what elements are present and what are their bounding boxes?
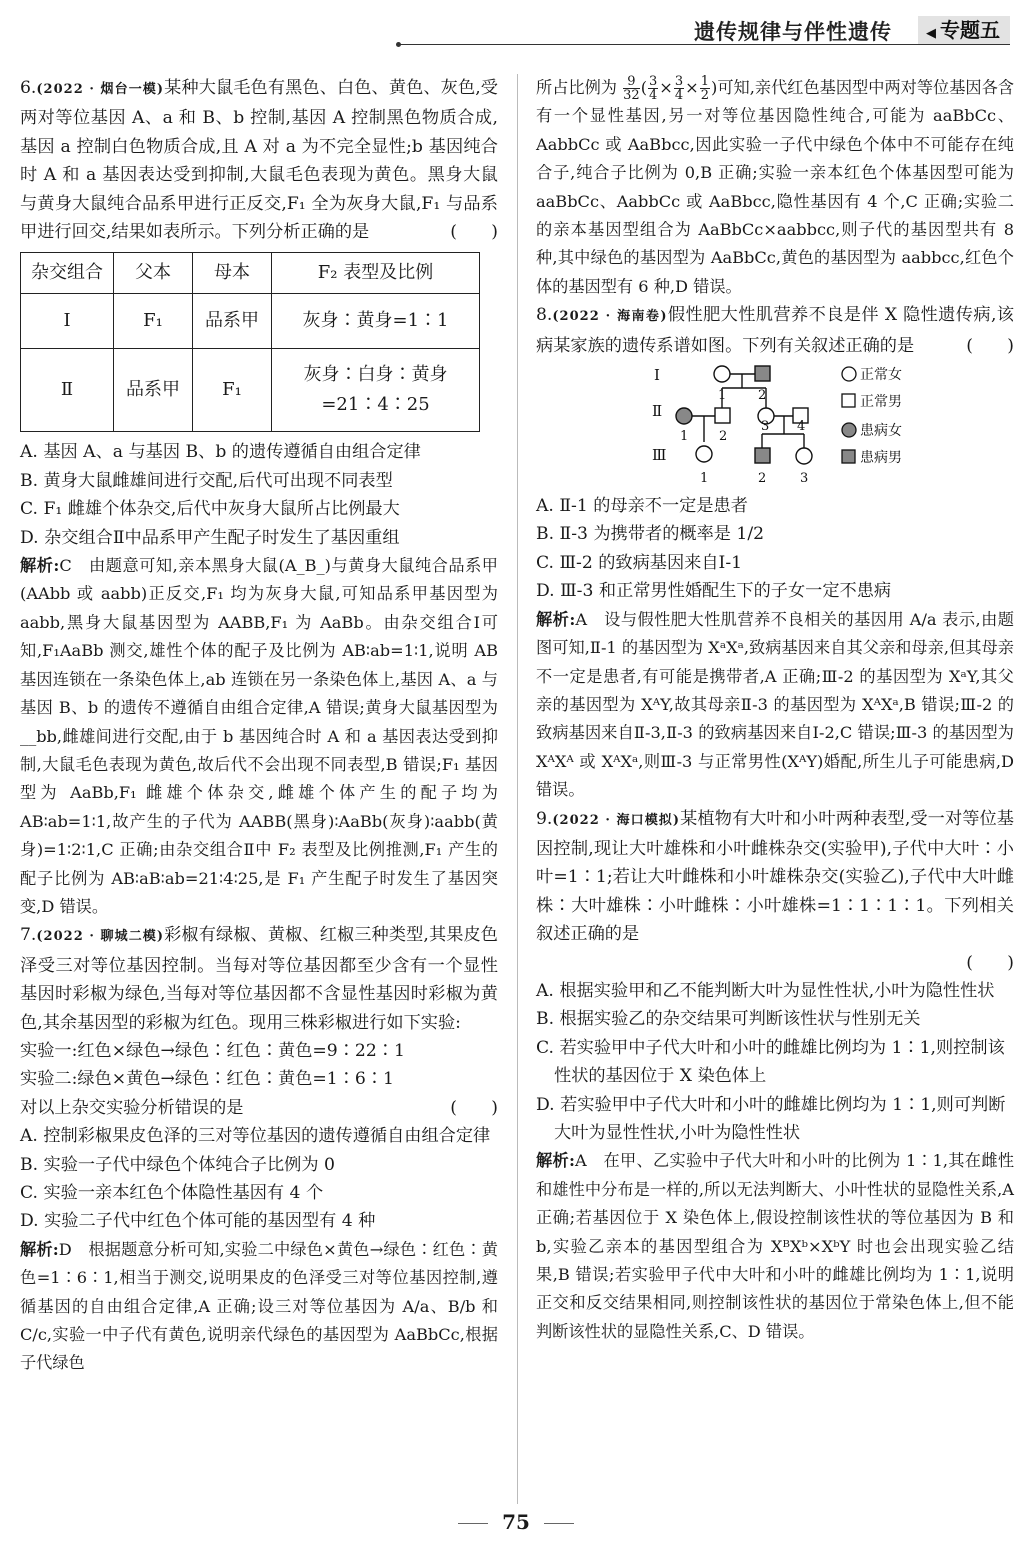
table-cell: 灰身∶白身∶黄身 =21∶4∶25 [272,349,480,432]
question-source: (2022 · 海口模拟) [552,812,681,828]
question-source: (2022 · 聊城二模) [36,929,165,945]
question-text: 某种大鼠毛色有黑色、白色、黄色、灰色,受两对等位基因 A、a 和 B、b 控制,基因 A 控制黑色物质合成,基因 a 控制白色物质合成,且 A 对 a 为不完全显性;b 基因纯合时 A 和 a 基因表达受到抑制,大鼠毛色表现为黄色。黑身大鼠与黄身大鼠纯合品系甲进行正反交,F₁ 全为灰身大鼠,F₁ 与品系甲进行回交,结果如表所示。下列分析正确的是 [20,78,498,243]
answer-blank: ( ) [966,952,1014,973]
svg-text:2: 2 [719,429,728,445]
option-d: D. 若实验甲中子代大叶和小叶的雌雄比例均为 1∶1,则可判断大叶为显性性状,小叶为隐性性状 [536,1094,1006,1143]
pedigree-svg [536,360,1014,492]
option-c: C. 若实验甲中子代大叶和小叶的雌雄比例均为 1∶1,则控制该性状的基因位于 X 染色体上 [536,1037,1005,1087]
option-b: B. 实验一子代中绿色个体纯合子比例为 0 [20,1154,335,1175]
option-c: C. Ⅲ-2 的致病基因来自Ⅰ-1 [536,552,743,573]
table-row [21,294,480,349]
legend-affected-female: 患病女 [860,423,902,440]
answer-text: A 设与假性肥大性肌营养不良相关的基因用 A/a 表示,由题图可知,Ⅱ-1 的基因型为 XᵃXᵃ,致病基因来自其父亲和母亲,但其母亲不一定是患者,有可能是携带者,A 正确;Ⅲ-2 的基因型为 XᵃY,其父亲的基因型为 XᴬY,故其母亲Ⅱ-3 的基因型为 XᴬXᵃ,B 错误;Ⅲ-2 的致病基因来自Ⅱ-3,Ⅱ-3 的致病基因来自Ⅰ-2,C 错误;Ⅲ-3 的基因型为 XᴬXᴬ 或 XᴬXᵃ,则Ⅲ-3 与正常男性(XᴬY)婚配,所生儿子可能患病,D 错误。 [536,609,1014,800]
fraction: $\frac{3}{4}$ [674,74,684,103]
svg-text:1: 1 [680,429,689,445]
generation-label-2: Ⅱ [652,402,663,421]
svg-text:3: 3 [800,471,809,487]
option-a: A. Ⅱ-1 的母亲不一定是患者 [536,496,748,517]
question-source: (2022 · 烟台一模) [36,82,165,97]
option-a: A. 基因 A、a 与基因 B、b 的遗传遵循自由组合定律 [20,442,421,463]
option-b: B. Ⅱ-3 为携带者的概率是 1/2 [536,524,765,545]
question-text: 彩椒有绿椒、黄椒、红椒三种类型,其果皮色泽受三对等位基因控制。当每对等位基因都至少含有一个显性基因时彩椒为绿色,当每对等位基因都不含显性基因时彩椒为黄色,其余基因型的彩椒为红色。现用三株彩椒进行如下实验: [20,925,498,1033]
option-d: D. 实验二子代中红色个体可能的基因型有 4 种 [20,1211,376,1232]
answer-label: 解析: [536,609,576,629]
question-6 [20,74,498,921]
table-cell: F₁ [193,349,272,432]
pedigree-normal-male [715,408,730,423]
answer-label: 解析: [20,1239,59,1259]
table-cell: 品系甲 [193,294,272,349]
answer-explanation [20,1236,498,1378]
page-number-text: 75 [502,1510,530,1534]
svg-text:1: 1 [718,388,727,404]
answer-label: 解析: [536,1151,575,1171]
answer-blank-row [536,949,1014,977]
question-text: 假性肥大性肌营养不良是伴 X 隐性遗传病,该病某家族的遗传系谱如图。下列有关叙述正确的是 [536,305,1014,356]
column-divider [517,74,518,1504]
question-stem [536,805,1014,949]
answer-blank: ( ) [450,222,498,243]
table-header-row [21,253,480,294]
answer-text: C 由题意可知,亲本黑身大鼠(A_B_)与黄身大鼠纯合品系甲(AAbb 或 aabb)正反交,F₁ 均为灰身大鼠,可知品系甲基因型为 aabb,黑身大鼠基因型为 AABB,F₁ 为 AaBb。由杂交组合Ⅰ可知,F₁AaBb 测交,雄性个体的配子及比例为 AB∶ab=1∶1,说明 AB 基因连锁在一条染色体上,ab 连锁在另一条染色体上,基因 A、a 与基因 B、b 的遗传不遵循自由组合定律,A 错误;黄身大鼠基因型为__bb,雌雄间进行交配,由于 b 基因纯合时 A 和 a 基因表达受到抑制,大鼠毛色表现为黄色,故后代不会出现不同表型,B 错误;F₁ 基因型为 AaBb,F₁ 雌雄个体杂交,雌雄个体产生的配子均为 AB∶ab=1∶1,故产生的子代为 AABB(黑身)∶AaBb(灰身)∶aabb(黄身)=1∶2∶1,C 正确;由杂交组合Ⅱ中 F₂ 表型及比例推测,F₁ 产生的配子比例为 AB∶aB∶ab=21∶4∶25,是 F₁ 产生配子时发生了基因突变,D 错误。 [20,556,498,916]
pedigree-affected-female [676,408,692,424]
answer-continuation: 所占比例为 $\frac{9}{32}$ ( $\frac{3}{4}$ × $\frac{3}{4}$ × $\frac{1}{2}$ )可知,亲代红色基因型中两对等位基因各含有一个显性基因,另一对等位基因隐性纯合,可能为 aaBbCc、AabbCc 或 AaBbcc,因此实验一子代中绿色个体中不可能存在纯合子,纯合子比例为 0,B 正确;实验一亲本红色个体基因型可能为 aaBbCc、AabbCc 或 AaBbcc,隐性基因有 4 个,C 正确;实验二的亲本基因型组合为 AaBbCc×aabbcc,则子代的基因型共有 8 种,其中绿色的基因型为 AaBbCc,黄色的基因型为 aabbcc,红色个体的基因型有 6 种,D 错误。 [536,74,1014,296]
svg-text:4: 4 [797,419,806,435]
table-cell: Ⅰ [21,294,114,349]
legend-affected-male: 患病男 [860,450,902,467]
right-column [536,74,1014,1346]
cross-table [20,252,480,432]
option-c: C. F₁ 雌雄个体杂交,后代中灰身大鼠所占比例最大 [20,499,400,520]
experiment-1: 实验一:红色×绿色→绿色∶红色∶黄色=9∶22∶1 [20,1040,405,1061]
answer-text: D 根据题意分析可知,实验二中绿色×黄色→绿色∶红色∶黄色=1∶6∶1,相当于测交,说明果皮的色泽受三对等位基因控制,遵循基因的自由组合定律,A 正确;设三对等位基因为 A/a、B/b 和 C/c,实验一中子代有黄色,说明亲代绿色的基因型为 AaBbCc,根据子代绿色 [20,1239,498,1373]
page-header [0,0,1032,60]
table-header: 父本 [114,253,193,294]
pedigree-normal-female [796,448,812,464]
fraction: $\frac{1}{2}$ [700,74,710,103]
table-header: 杂交组合 [21,253,114,294]
legend-normal-male: 正常男 [860,394,902,411]
option-b: B. 黄身大鼠雌雄间进行交配,后代可出现不同表型 [20,470,393,491]
answer-text-pre: 所占比例为 [536,78,617,97]
pedigree-normal-female [714,366,730,382]
option-c: C. 实验一亲本红色个体隐性基因有 4 个 [20,1183,324,1203]
question-stem [20,921,498,1037]
svg-text:1: 1 [700,471,709,487]
question-lead [20,1094,498,1122]
generation-label-3: Ⅲ [652,446,667,465]
question-source: (2022 · 海南卷) [552,309,668,325]
table-cell: 灰身∶黄身=1∶1 [272,294,480,349]
question-7 [20,921,498,1378]
answer-text: 可知,亲代红色基因型中两对等位基因各含有一个显性基因,另一对等位基因隐性纯合,可能为 aaBbCc、AabbCc 或 AaBbcc,因此实验一子代中绿色个体中不可能存在纯合子,纯合子比例为 0,B 正确;实验一亲本红色个体基因型可能为 aaBbCc、AabbCc 或 AaBbcc,隐性基因有 4 个,C 正确;实验二的亲本基因型组合为 AaBbCc×aabbcc,则子代的基因型共有 8 种,其中绿色的基因型为 AaBbCc,黄色的基因型为 aabbcc,红色个体的基因型有 6 种,D 错误。 [536,78,1014,296]
answer-text: A 在甲、乙实验中子代大叶和小叶的比例为 1∶1,其在雌性和雄性中分布是一样的,所以无法判断大、小叶性状的显隐性关系,A 正确;若基因位于 X 染色体上,假设控制该性状的等位基因为 B 和 b,实验乙亲本的基因型组合为 XᴮXᵇ×XᵇY 时也会出现实验乙结果,B 错误;若实验甲子代中大叶和小叶的雌雄比例均为 1∶1,说明正交和反交结果相同,则控制该性状的基因位于常染色体上,但不能判断该性状的显隐性关系,C、D 错误。 [536,1151,1015,1341]
question-stem [536,301,1014,360]
table-cell: 品系甲 [114,349,193,432]
question-9 [536,805,1014,1347]
fraction: $\frac{3}{4}$ [649,74,658,103]
question-stem [20,74,498,246]
left-column [20,74,498,1378]
table-header: 母本 [193,253,272,294]
question-8 [536,301,1014,804]
page-number [0,1510,1032,1534]
option-d: D. Ⅲ-3 和正常男性婚配生下的子女一定不患病 [536,581,892,602]
table-row [21,349,480,432]
pedigree-affected-male [755,366,770,381]
table-cell: F₁ [114,294,193,349]
question-number: 8. [536,305,553,326]
answer-explanation [536,606,1014,805]
option-b: B. 根据实验乙的杂交结果可判断该性状与性别无关 [536,1009,921,1030]
pedigree-normal-female [696,446,712,462]
table-cell: Ⅱ [21,349,114,432]
triangle-left-icon: ◀ [926,26,936,41]
answer-explanation [536,1147,1014,1346]
answer-blank: ( ) [450,1097,498,1118]
legend-normal-female: 正常女 [860,367,902,384]
experiment-2: 实验二:绿色×黄色→绿色∶红色∶黄色=1∶6∶1 [20,1069,394,1090]
topic-tag [918,16,1010,44]
question-text: 某植物有大叶和小叶两种表型,受一对等位基因控制,现让大叶雄株和小叶雌株杂交(实验甲),子代中大叶∶小叶=1∶1;若让大叶雌株和小叶雄株杂交(实验乙),子代中大叶雌株∶大叶雄株∶小叶雌株∶小叶雄株=1∶1∶1∶1。下列相关叙述正确的是 [536,808,1014,945]
table-header: F₂ 表型及比例 [272,253,480,294]
option-d: D. 杂交组合Ⅱ中品系甲产生配子时发生了基因重组 [20,527,400,548]
pedigree-affected-male [755,448,770,463]
svg-text:2: 2 [758,471,767,487]
svg-text:3: 3 [761,419,770,435]
question-lead-text: 对以上杂交实验分析错误的是 [20,1097,244,1118]
svg-text:2: 2 [758,388,767,404]
topic-tag-label: 专题五 [940,18,1000,42]
fraction: $\frac{9}{32}$ [623,74,640,103]
option-a: A. 根据实验甲和乙不能判断大叶为显性性状,小叶为隐性性状 [536,980,995,1001]
chapter-title: 遗传规律与伴性遗传 [694,19,892,44]
answer-explanation [20,552,498,921]
pedigree-chart [536,360,1014,492]
question-number: 6. [20,78,37,98]
option-a: A. 控制彩椒果皮色泽的三对等位基因的遗传遵循自由组合定律 [20,1126,491,1147]
generation-label-1: Ⅰ [654,366,660,385]
answer-label: 解析: [20,556,60,576]
question-number: 7. [20,925,37,946]
answer-blank: ( ) [966,335,1014,356]
question-number: 9. [536,808,553,829]
